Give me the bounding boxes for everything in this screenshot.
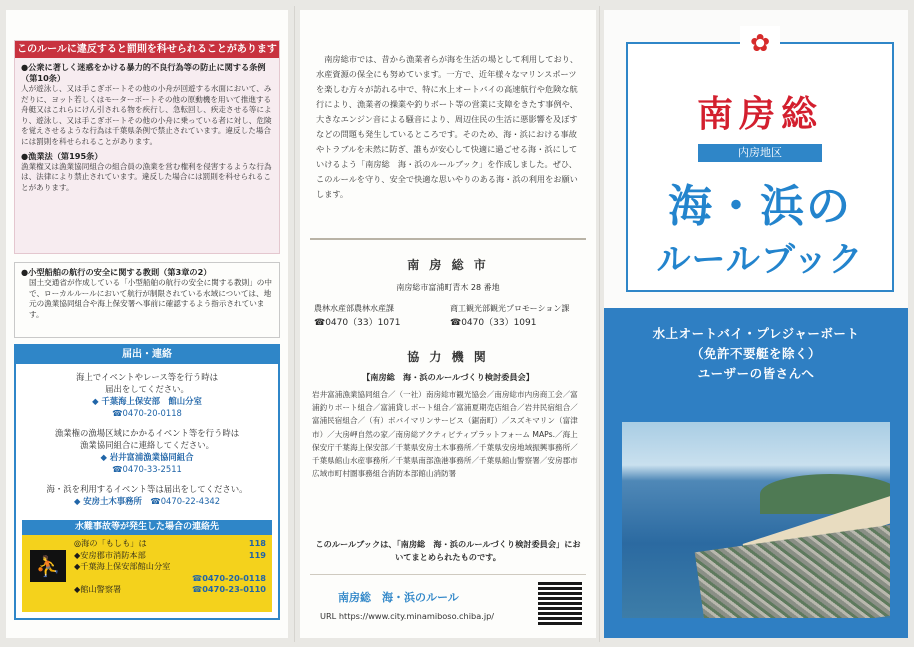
law-2-text: 漁業権又は漁業協同組合の組合員の漁業を営む権利を侵害するような行為は、法律により禁止されています。違反した場合には罰則を科せられることがあります。 <box>21 161 272 192</box>
emergency-title: 水難事故等が発生した場合の連絡先 <box>22 520 272 535</box>
contact-title: 届出・連絡 <box>16 346 278 364</box>
navigation-rule-title: ●小型船舶の航行の安全に関する教則（第3章の2） <box>21 267 212 277</box>
emergency-item: ◎海の「もしも」は 118 <box>74 538 266 548</box>
emergency-list <box>74 538 266 596</box>
drowning-person-icon: ⛹ <box>30 550 66 582</box>
emergency-item: ◆館山警察署 ☎0470-23-0110 <box>74 584 266 595</box>
penalty-warning-title: このルールに違反すると罰則を科せられることがあります <box>15 41 279 58</box>
contact-2-phone: ☎0470-33-2511 <box>112 464 182 474</box>
coastline-photo <box>622 422 890 618</box>
district-label: 内房地区 <box>698 144 822 162</box>
divider <box>310 238 586 240</box>
navigation-rule-box <box>14 262 280 338</box>
town-shape <box>695 525 890 618</box>
summary-text: このルールブックは、「南房総 海・浜のルールづくり検討委員会」においてまとめられたものです。 <box>315 539 581 562</box>
contact-3-phone: ☎0470-22-4342 <box>150 496 221 506</box>
law-2-title: ●漁業法（第195条） <box>21 150 103 161</box>
cooperation-title: 協 力 機 関 <box>407 350 489 364</box>
contact-1-organization: ◆ 千葉海上保安部 館山分室 <box>92 396 202 406</box>
introduction-text: 南房総市では、昔から漁業者らが海を生活の場として利用しており、水産資源の保全にも努めています。一方で、近年様々なマリンスポーツを楽しむ方々が訪れる中で、特に水上オートバイの高速航行や危険な航行により、漁業者の操業や釣りボート等の営業に支障をきたす事例や、大きなエンジン音による騒音により、周辺住民の生活に悪影響を及ぼすなどの問題も発生しているところです。そのため、海・浜における事故やトラブルを未然に防ぎ、誰もが安心して快適に過ごせる海・浜にしていけるよう「南房総 海・浜のルールブック」を作成しました。ぜひ、このルールを守り、安全で快適な思いやりのある海・浜の利用をお願いします。 <box>316 54 579 199</box>
committee-members: 岩井富浦漁業協同組合／（一社）南房総市観光協会／南房総市内房商工会／富浦釣りボート組合／富浦貸しボート組合／富浦夏期売店組合／岩井民宿組合／富浦民宿組合／（有）ボバイマリンサービス（鋸南町）／スズキマリン（富津市）／大房岬自然の家／南房総アクティビティプラットフォーム MAPs.／海上保安庁千葉海上保安部／千葉県安房土木事務所／千葉県安房地域振興事務所／千葉県館山水産事務所／千葉県南部漁港事務所／千葉県館山警察署／安房郡市広域市町村圏事務組合消防本部館山消防署 <box>312 390 578 479</box>
panel-penalties-contacts <box>6 10 288 638</box>
contact-3-text: 海・浜を利用するイベント等は届出をしてください。 <box>46 484 248 494</box>
law-1-title: ●公衆に著しく迷惑をかける暴力的不良行為等の防止に関する条例（第10条） <box>21 62 266 83</box>
rule-name: 南房総 海・浜のルール <box>338 591 459 604</box>
emergency-contacts-box <box>22 520 272 612</box>
contact-2-organization: ◆ 岩井富浦漁業協同組合 <box>100 452 194 462</box>
contact-2-text-line: 漁業協同組合に連絡してください。 <box>80 440 214 450</box>
contact-1-text-line: 届出をしてください。 <box>105 384 189 394</box>
contact-1-text-line: 海上でイベントやレース等を行う時は <box>76 372 218 382</box>
contact-1-phone: ☎0470-20-0118 <box>112 408 182 418</box>
cover-title-line-2: ルールブック <box>656 240 864 280</box>
place-name: 南房総 <box>696 93 823 135</box>
cover-title-box <box>626 29 894 292</box>
audience-panel <box>604 308 908 638</box>
audience-line-2: （免許不要艇を除く） <box>690 346 821 361</box>
qr-code-icon[interactable] <box>538 581 582 625</box>
audience-line-1: 水上オートバイ・プレジャーボート <box>652 326 860 341</box>
rule-footer <box>310 574 586 634</box>
city-flower-logo-icon: ✿ <box>740 26 780 62</box>
committee-name: 【南房総 海・浜のルールづくり検討委員会】 <box>362 372 534 382</box>
emergency-item: ◆安房郡市消防本部 119 <box>74 549 266 560</box>
law-1-text: 人が遊泳し、又は手こぎボートその他の小舟が回遊する水面において、みだりに、ヨット若しくはモーターボートその他の原動機を用いて推進する舟艇又はこれらにけん引される物を疾行し、急転回し、疾走させる等により、遊泳し、又は手こぎボートその他の小舟に乗っている者に対し、危険を覚えさせるような行為は千葉県条例で禁止されています。違反した場合には罰則を科せられることがあります。 <box>21 84 272 146</box>
panel-introduction-organizations <box>300 10 596 638</box>
contact-3-organization: ◆ 安房土木事務所 <box>73 496 142 506</box>
department-2-name: 商工観光部観光プロモーション課 <box>450 304 570 313</box>
contact-2-text-line: 漁業権の漁場区域にかかるイベント等を行う時は <box>54 428 240 438</box>
panel-cover <box>604 10 908 638</box>
audience-line-3: ユーザーの皆さんへ <box>697 366 815 381</box>
department-2-phone: ☎0470（33）1091 <box>450 318 537 328</box>
department-1-name: 農林水産部農林水産課 <box>314 304 394 313</box>
city-name: 南 房 総 市 <box>407 258 489 272</box>
navigation-rule-text: 国土交通省が作成している「小型船舶の航行の安全に関する教則」の中で、ローカルルールにおいて航行が制限されている水域については、地元の漁業協同組合や海上保安署へ事前に確認するよう指示されています。 <box>29 278 272 319</box>
emergency-item: ☎0470-20-0118 <box>192 572 266 583</box>
department-1 <box>314 302 400 330</box>
emergency-item: ◆千葉海上保安部館山分室 <box>74 561 171 572</box>
department-2 <box>450 302 569 330</box>
cover-title-line-1: 海・浜の <box>668 181 852 232</box>
department-1-phone: ☎0470（33）1071 <box>314 318 401 328</box>
penalty-warning-box <box>14 40 280 254</box>
website-url[interactable]: URL https://www.city.minamiboso.chiba.jp/ <box>320 611 495 621</box>
contact-box <box>14 344 280 620</box>
city-address: 南房総市富浦町青木 28 番地 <box>396 283 500 292</box>
